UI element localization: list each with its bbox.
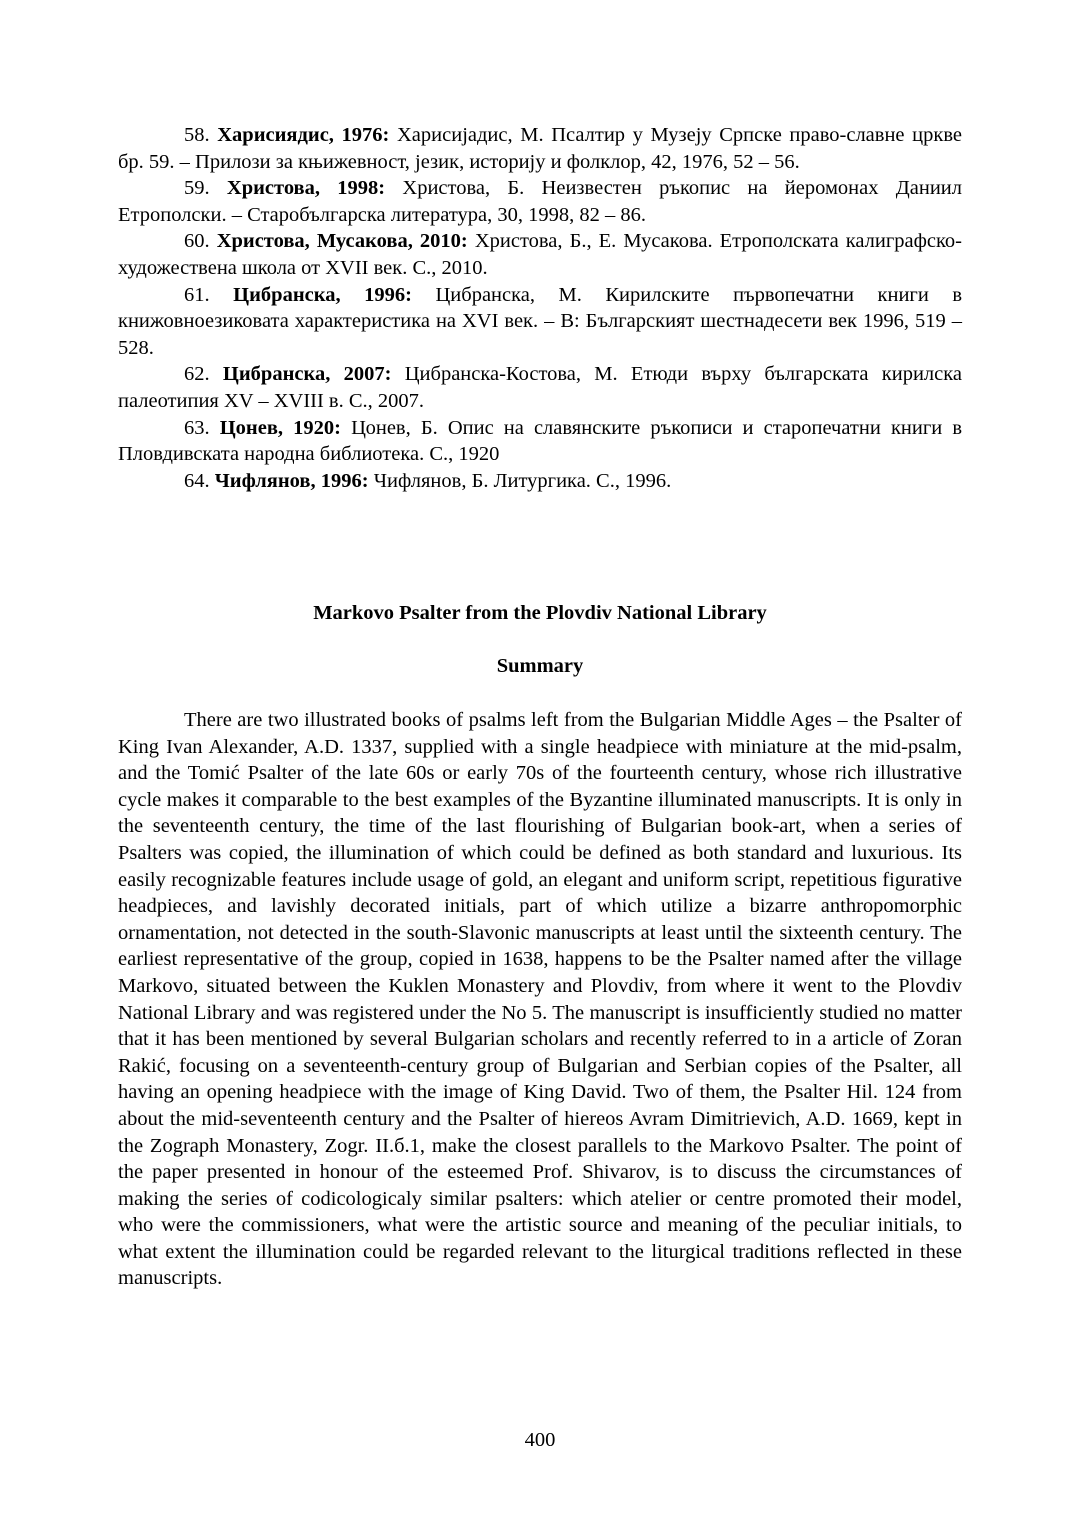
reference-key: Цонев, 1920: (219, 416, 341, 439)
reference-key: Цибранска, 2007: (222, 363, 392, 386)
reference-key: Харисиядис, 1976: (217, 124, 390, 146)
reference-key: Христова, Мусакова, 2010: (216, 230, 468, 253)
reference-item: 60. Христова, Мусакова, 2010: Христова, Б., Е. Мусакова. Етрополската калиграфско-художествена школа от XVII век. С., 2010. (118, 230, 963, 279)
reference-item: 64. Чифлянов, 1996: Чифлянов, Б. Литургика. С., 1996. (184, 469, 672, 492)
summary-title: Markovo Psalter from the Plovdiv National Library (313, 602, 767, 624)
reference-item: 59. Христова, 1998: Христова, Б. Неизвестен ръкопис на йеромонах Даниил Етрополски. – Старобългарска литература, 30, 1998, 82 – 86. (118, 177, 963, 226)
reference-key: Цибранска, 1996: (233, 283, 412, 306)
reference-item: 63. Цонев, 1920: Цонев, Б. Опис на славянските ръкописи и старопечатни книги в Пловдивската народна библиотека. С., 1920 (118, 416, 963, 466)
summary-heading: Summary (496, 655, 584, 677)
references-list (118, 122, 962, 494)
reference-item: 58. Харисиядис, 1976: Харисијадис, М. Псалтир у Музеју Српске право-славне цркве бр. 59. – Прилози за књижевност, језик, историју и фолклор, 42, 1976, 52 – 56. (118, 124, 962, 173)
reference-key: Христова, 1998: (226, 177, 386, 200)
reference-key: Чифлянов, 1996: (214, 469, 369, 492)
summary-paragraph: There are two illustrated books of psalms left from the Bulgarian Middle Ages – the Psalter of King Ivan Alexander, A.D. 1337, supplied with a single headpiece with miniature at the mid-psalm, and the Tomić Psalter of the late 60s or early 70s of the fourteenth century, whose rich illustrative cycle makes it comparable to the best examples of the Byzantine illuminated manuscripts. It is only in the seventeenth century, the time of the last flourishing of Bulgarian book-art, when a series of Psalters was copied, the illumination of which could be defined as both standard and luxurious. Its easily recognizable features include usage of gold, an elegant and uniform script, repetitious figurative headpieces, and lavishly decorated initials, part of which utilize a bizarre anthropomorphic ornamentation, not detected in the south-Slavonic manuscripts at least until the sixteenth century. The earliest representative of the group, copied in 1638, happens to be the Psalter named after the village Markovo, situated between the Kuklen Monastery and Plovdiv, from where it went to the Plovdiv National Library and was registered under the No 5. The manuscript is insufficiently studied no matter that it has been mentioned by several Bulgarian scholars and recently referred to in a article of Zoran Rakić, focusing on a seventeenth-century group of Bulgarian and Serbian copies of the Psalter, all having an opening headpiece with the image of King David. Two of them, the Psalter Hil. 124 from about the mid-seventeenth century and the Psalter of hiereos Avram Dimitrievich, A.D. 1669, kept in the Zograph Monastery, Zogr. II.б.1, make the closest parallels to the Markovo Psalter. The point of the paper presented in honour of the esteemed Prof. Shivarov, is to discuss the circumstances of making the series of codicologicaly similar psalters: which atelier or centre promoted their model, who were the commissioners, what were the artistic source and meaning of the peculiar initials, to what extent the illumination could be regarded relevant to the liturgical traditions reflected in these manuscripts. (118, 709, 962, 1290)
page-number: 400 (524, 1429, 556, 1451)
reference-item: 62. Цибранска, 2007: Цибранска-Костова, М. Етюди върху българската кирилска палеотипия XV – XVIII в. С., 2007. (118, 363, 963, 412)
reference-item: 61. Цибранска, 1996: Цибранска, М. Кирилските първопечатни книги в книжовноезиковата характеристика на XVI век. – В: Българският шестнадесети век 1996, 519 – 528. (118, 283, 963, 359)
